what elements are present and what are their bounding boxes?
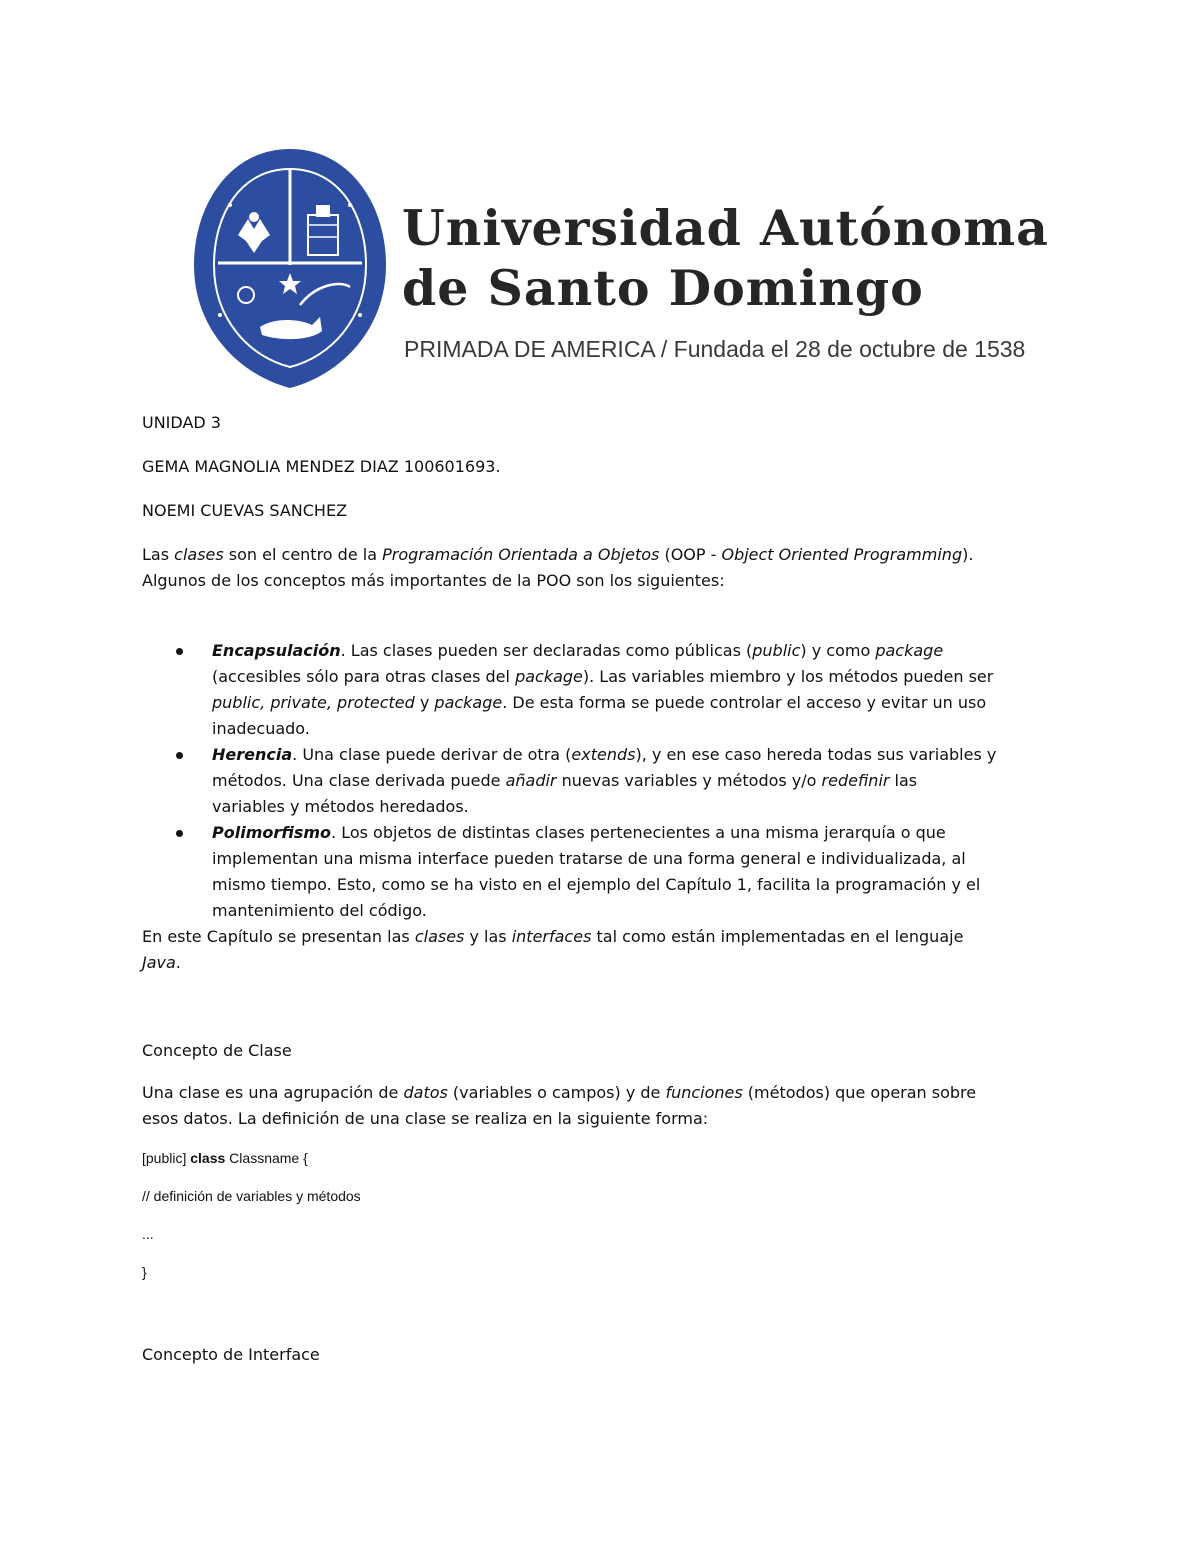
list-item-encapsulacion: Encapsulación. Las clases pueden ser declaradas como públicas (public) y como package (accesibles sólo para otras clases del package). Las variables miembro y los métodos pueden ser public, private, protected y package. De esta forma se puede controlar el acceso y evitar un uso inadecuado. bbox=[212, 638, 1062, 742]
code-line-1: [public] class Classname { bbox=[142, 1150, 308, 1166]
code-line-3: ... bbox=[142, 1226, 154, 1242]
author-2: NOEMI CUEVAS SANCHEZ bbox=[142, 501, 348, 520]
unit-label: UNIDAD 3 bbox=[142, 413, 221, 432]
university-tagline: PRIMADA DE AMERICA / Fundada el 28 de octubre de 1538 bbox=[404, 336, 1026, 362]
intro-paragraph bbox=[142, 542, 1062, 594]
concepts-list bbox=[142, 638, 1062, 924]
intro-line-1: Las clases son el centro de la Programación Orientada a Objetos (OOP - Object Oriented Programming). bbox=[142, 545, 974, 564]
document-body bbox=[142, 410, 1062, 1384]
author-1: GEMA MAGNOLIA MENDEZ DIAZ 100601693. bbox=[142, 457, 501, 476]
intro-line-2: Algunos de los conceptos más importantes de la POO son los siguientes: bbox=[142, 571, 725, 590]
university-header bbox=[190, 140, 1049, 390]
code-line-4: } bbox=[142, 1264, 147, 1280]
university-name-line2: de Santo Domingo bbox=[402, 259, 924, 317]
code-line-2: // definición de variables y métodos bbox=[142, 1188, 361, 1204]
section-title-clase: Concepto de Clase bbox=[142, 1041, 292, 1060]
list-item-polimorfismo: Polimorfismo. Los objetos de distintas clases pertenecientes a una misma jerarquía o que implementan una misma interface pueden tratarse de una forma general e individualizada, al mismo tiempo. Esto, como se ha visto en el ejemplo del Capítulo 1, facilita la programación y el mantenimiento del código. bbox=[212, 820, 1062, 924]
university-name-line1: Universidad Autónoma bbox=[402, 199, 1049, 257]
list-item-herencia: Herencia. Una clase puede derivar de otra (extends), y en ese caso hereda todas sus variables y métodos. Una clase derivada puede añadir nuevas variables y métodos y/o redefinir las variables y métodos heredados. bbox=[212, 742, 1062, 820]
clase-paragraph: Una clase es una agrupación de datos (variables o campos) y de funciones (métodos) que operan sobre esos datos. La definición de una clase se realiza en la siguiente forma: bbox=[142, 1083, 977, 1128]
closing-paragraph: En este Capítulo se presentan las clases y las interfaces tal como están implementadas en el lenguaje Java. bbox=[142, 927, 964, 972]
university-name bbox=[402, 198, 1049, 318]
section-title-interface: Concepto de Interface bbox=[142, 1345, 320, 1364]
university-seal-icon bbox=[190, 145, 390, 390]
